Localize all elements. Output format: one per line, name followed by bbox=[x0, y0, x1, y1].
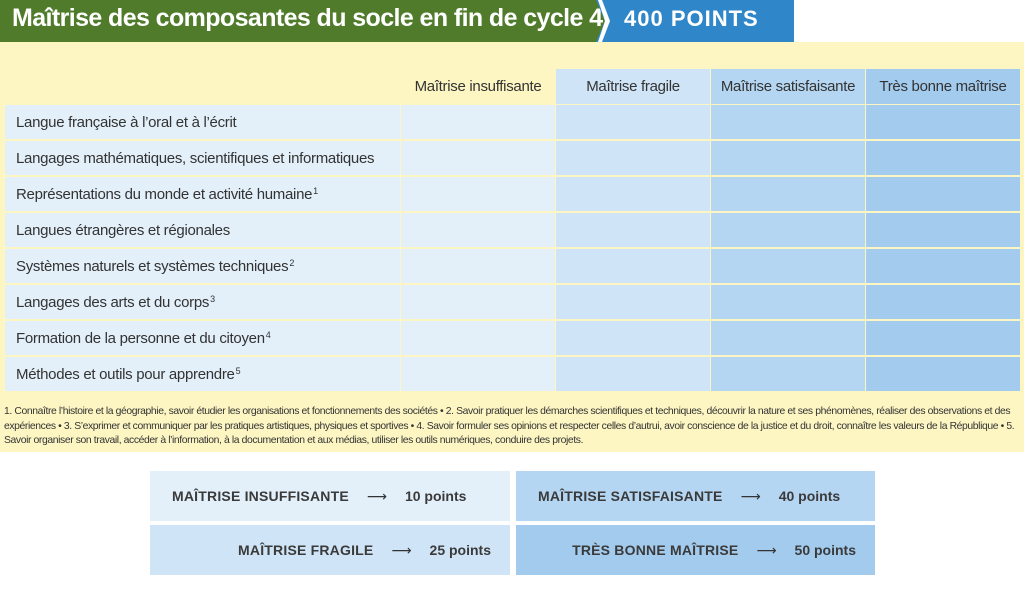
footnotes: 1. Connaître l’histoire et la géographie, savoir étudier les organisations et fonctionnements des sociétés • 2. Savoir pratiquer les démarches scientifiques et techniques, découvrir la nature et ses phénomènes, réaliser des observations et des expériences • 3. S’exprimer et communiquer par les pratiques artistiques, physiques et sportives • 4. Savoir formuler ses opinions et respecter celles d’autrui, avoir conscience de la justice et du droit, connaître les valeurs de la République • 5. Savoir organiser son travail, accéder à l’information, à la documentation et aux médias, utiliser les outils numériques, conduire des projets. bbox=[4, 406, 1015, 446]
column-header: Maîtrise fragile bbox=[556, 69, 710, 104]
rating-cell bbox=[556, 249, 710, 283]
legend-points: 25 points bbox=[429, 542, 491, 558]
footnote-ref: 4 bbox=[265, 330, 271, 340]
rating-cell bbox=[556, 357, 710, 391]
legend-points: 10 points bbox=[404, 488, 467, 504]
rating-cell bbox=[401, 105, 555, 139]
legend-points: 50 points bbox=[794, 542, 856, 558]
rating-cell bbox=[711, 213, 865, 247]
column-header: Très bonne maîtrise bbox=[866, 69, 1020, 104]
rating-cell bbox=[556, 285, 710, 319]
total-points: 400 POINTS bbox=[624, 6, 759, 31]
rating-cell bbox=[866, 321, 1020, 355]
rating-cell bbox=[866, 249, 1020, 283]
legend-level: MAÎTRISE INSUFFISANTE bbox=[172, 488, 349, 504]
arrow-right-icon: ⟶ bbox=[366, 487, 387, 504]
rating-cell bbox=[711, 285, 865, 319]
rating-cell bbox=[401, 321, 555, 355]
footnote-ref: 5 bbox=[235, 366, 241, 376]
row-label: Systèmes naturels et systèmes techniques $^2$ bbox=[5, 249, 400, 283]
rating-cell bbox=[866, 141, 1020, 175]
legend-level: MAÎTRISE SATISFAISANTE bbox=[538, 488, 723, 504]
rating-cell bbox=[866, 285, 1020, 319]
legend-item bbox=[516, 525, 875, 575]
row-label: Langues étrangères et régionales bbox=[5, 213, 400, 247]
legend-item bbox=[516, 471, 875, 521]
legend-level: MAÎTRISE FRAGILE bbox=[238, 542, 374, 558]
rating-cell bbox=[866, 213, 1020, 247]
row-label: Représentations du monde et activité humaine $^1$ bbox=[5, 177, 400, 211]
row-label: Méthodes et outils pour apprendre $^5$ bbox=[5, 357, 400, 391]
header-banner bbox=[0, 0, 1024, 42]
rating-cell bbox=[711, 177, 865, 211]
row-label: Langages mathématiques, scientifiques et informatiques bbox=[5, 141, 400, 175]
rating-cell bbox=[401, 249, 555, 283]
legend-item bbox=[150, 471, 510, 521]
rating-cell bbox=[711, 105, 865, 139]
rating-cell bbox=[711, 321, 865, 355]
row-label: Langages des arts et du corps $^3$ bbox=[5, 285, 400, 319]
footnote-ref: 1 bbox=[313, 186, 318, 196]
footnote-ref: 3 bbox=[210, 294, 215, 304]
footnote-ref: 2 bbox=[289, 258, 295, 268]
rating-cell bbox=[401, 285, 555, 319]
rating-cell bbox=[556, 105, 710, 139]
arrow-right-icon: ⟶ bbox=[756, 541, 777, 558]
arrow-right-icon: ⟶ bbox=[391, 541, 412, 558]
rating-cell bbox=[866, 177, 1020, 211]
legend-level: TRÈS BONNE MAÎTRISE bbox=[572, 542, 739, 558]
rating-cell bbox=[711, 357, 865, 391]
rating-cell bbox=[866, 357, 1020, 391]
rating-cell bbox=[401, 141, 555, 175]
arrow-right-icon: ⟶ bbox=[740, 487, 761, 504]
rating-cell bbox=[556, 141, 710, 175]
rating-cell bbox=[866, 105, 1020, 139]
row-label: Langue française à l’oral et à l’écrit bbox=[5, 105, 400, 139]
page-title: Maîtrise des composantes du socle en fin de cycle 4 bbox=[12, 4, 603, 32]
rating-cell bbox=[556, 177, 710, 211]
column-header: Maîtrise insuffisante bbox=[401, 69, 555, 104]
rating-cell bbox=[711, 249, 865, 283]
rating-cell bbox=[401, 213, 555, 247]
legend-points: 40 points bbox=[778, 488, 841, 504]
column-header: Maîtrise satisfaisante bbox=[711, 69, 865, 104]
rating-cell bbox=[556, 321, 710, 355]
rating-cell bbox=[401, 177, 555, 211]
rating-cell bbox=[556, 213, 710, 247]
row-label: Formation de la personne et du citoyen $^4$ bbox=[5, 321, 400, 355]
banner-blank bbox=[794, 0, 1024, 42]
rating-cell bbox=[711, 141, 865, 175]
rating-cell bbox=[401, 357, 555, 391]
legend-item bbox=[150, 525, 510, 575]
